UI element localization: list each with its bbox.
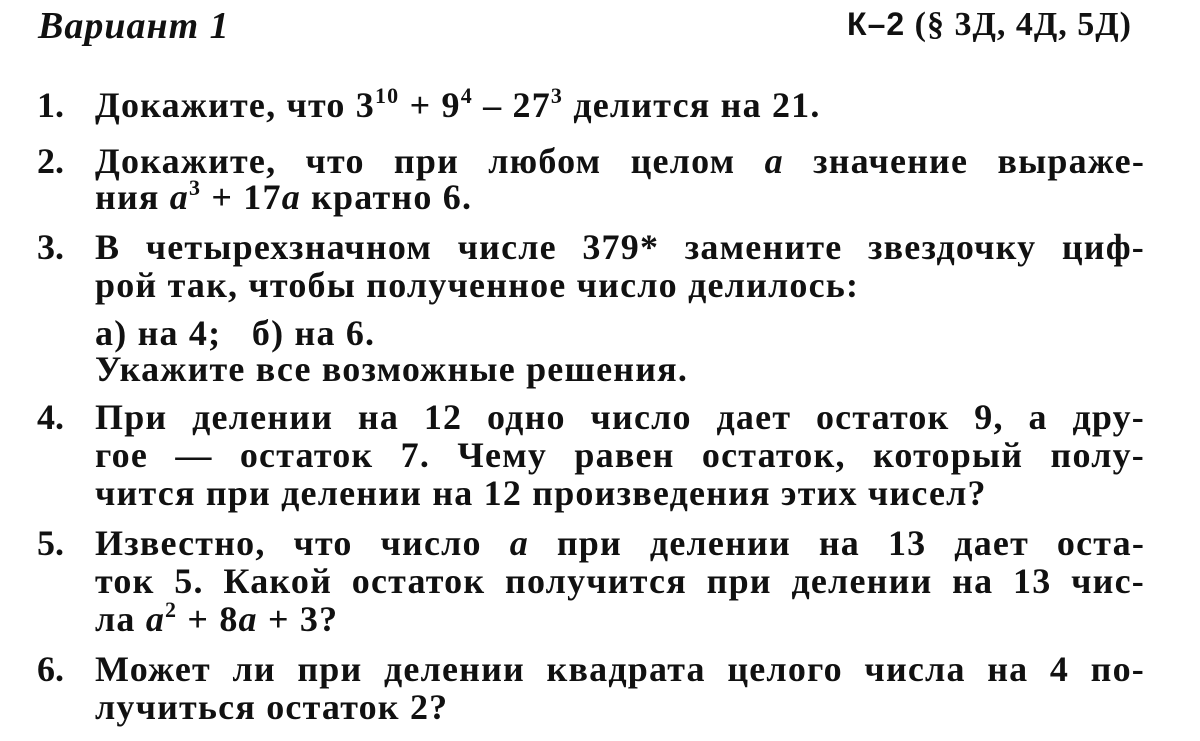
task-line: чится при делении на 12 произведения этих чисел? (95, 473, 987, 513)
task-line: Докажите, что $3^{10} + 9^4 - 27^3$ делится на 21. (95, 83, 821, 125)
task-number: 3. (37, 227, 64, 267)
task-line: При делении на 12 одно число дает остаток 9, а дру- (95, 397, 1145, 437)
task-line: рой так, чтобы полученное число делилось: (95, 265, 860, 305)
task-number: 1. (37, 85, 64, 125)
task-line: гое — остаток 7. Чему равен остаток, который полу- (95, 435, 1145, 475)
task-line: В четырехзначном числе 379* замените звездочку циф- (95, 227, 1145, 267)
task-line: Может ли при делении квадрата целого числа на 4 по- (95, 649, 1145, 689)
task-line: ла $a^2 + 8a + 3$? (95, 597, 339, 639)
task-line: ток 5. Какой остаток получится при делении на 13 чис- (95, 561, 1145, 601)
task-line: ния $a^3 + 17a$ кратно 6. (95, 175, 473, 217)
task-number: 2. (37, 141, 64, 181)
task-number: 4. (37, 397, 64, 437)
task-line: лучиться остаток 2? (95, 687, 449, 727)
variant-title: Вариант 1 (38, 5, 230, 47)
test-code (847, 6, 1132, 44)
task-line: Докажите, что при любом целом a значение выраже- (95, 141, 1146, 181)
test-code-k: К–2 (847, 6, 906, 42)
task-line: Укажите все возможные решения. (95, 349, 689, 389)
task-line: а) на 4; б) на 6. (95, 313, 376, 353)
task-number: 6. (37, 649, 64, 689)
header (0, 0, 1200, 60)
task-line: Известно, что число a при делении на 13 дает оста- (95, 523, 1146, 563)
task-number: 5. (37, 523, 64, 563)
test-code-sections: (§ 3Д, 4Д, 5Д) (905, 6, 1132, 43)
